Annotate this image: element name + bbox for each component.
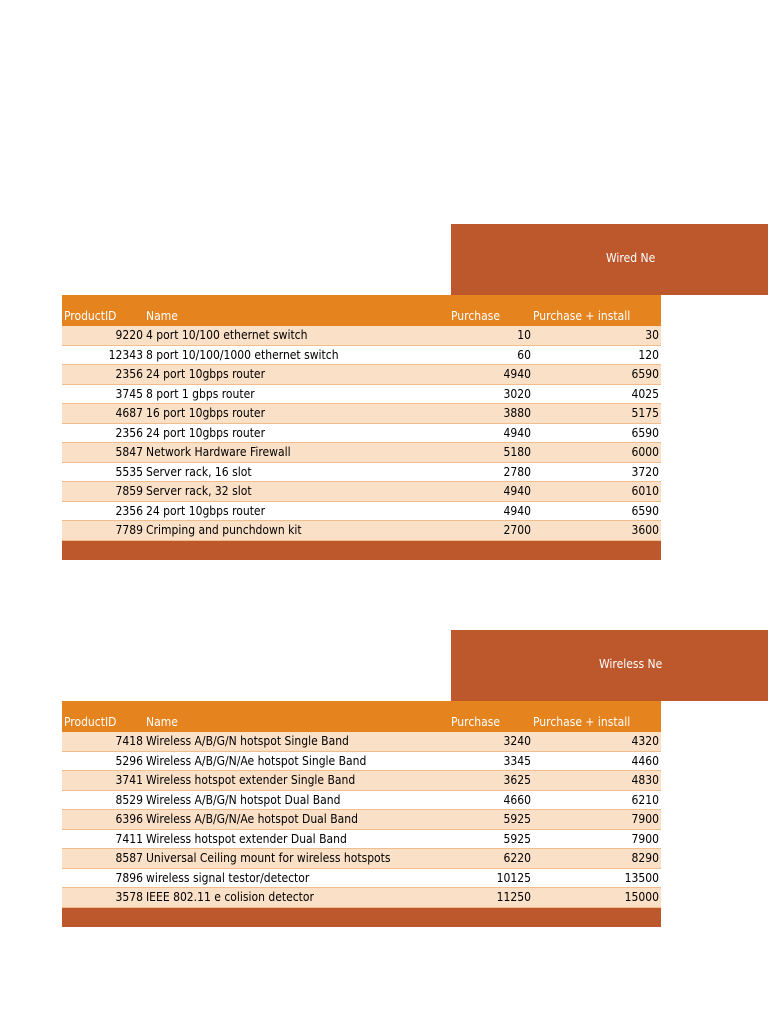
product-id-cell: 7411 (115, 831, 143, 846)
purchase-install-price-cell: 3720 (631, 464, 659, 479)
product-id-cell: 6396 (115, 812, 143, 826)
product-name-cell: Wireless A/B/G/N hotspot Dual Band (146, 792, 341, 807)
purchase-install-price-cell: 6210 (631, 792, 659, 807)
table-row (62, 463, 661, 483)
purchase-install-price-cell: 6010 (631, 484, 659, 498)
wireless-table-header (62, 701, 661, 732)
table-row (62, 443, 661, 463)
product-name-cell: wireless signal testor/detector (146, 870, 310, 885)
table-row (62, 326, 661, 346)
product-name-cell: 24 port 10gbps router (146, 425, 265, 440)
col-header-name: Name (146, 715, 178, 729)
product-id-cell: 2356 (115, 503, 143, 518)
purchase-price-cell: 4940 (503, 484, 531, 498)
wired-banner (451, 224, 768, 295)
table-row (62, 810, 661, 830)
purchase-install-price-cell: 6590 (631, 425, 659, 440)
product-id-cell: 4687 (115, 406, 143, 420)
product-id-cell: 7896 (115, 870, 143, 885)
table-row (62, 482, 661, 502)
wireless-table (62, 701, 661, 927)
purchase-install-price-cell: 7900 (631, 812, 659, 826)
product-name-cell: Wireless hotspot extender Dual Band (146, 831, 347, 846)
purchase-install-price-cell: 4460 (631, 753, 659, 768)
table-row (62, 521, 661, 541)
purchase-price-cell: 5925 (503, 831, 531, 846)
product-id-cell: 2356 (115, 367, 143, 381)
product-name-cell: 24 port 10gbps router (146, 503, 265, 518)
table-row (62, 365, 661, 385)
purchase-install-price-cell: 7900 (631, 831, 659, 846)
purchase-price-cell: 5925 (503, 812, 531, 826)
product-id-cell: 3578 (115, 890, 143, 904)
product-id-cell: 7789 (115, 523, 143, 537)
purchase-price-cell: 4940 (503, 425, 531, 440)
purchase-price-cell: 4660 (503, 792, 531, 807)
purchase-price-cell: 60 (517, 347, 531, 362)
product-name-cell: 8 port 1 gbps router (146, 386, 255, 401)
purchase-price-cell: 11250 (496, 890, 531, 904)
table-row (62, 849, 661, 869)
col-header-purchase: Purchase (451, 309, 500, 323)
table-row (62, 346, 661, 366)
purchase-install-price-cell: 15000 (624, 890, 659, 904)
purchase-price-cell: 3880 (503, 406, 531, 420)
col-header-productid: ProductID (64, 309, 117, 323)
purchase-install-price-cell: 13500 (624, 870, 659, 885)
purchase-install-price-cell: 120 (638, 347, 659, 362)
wireless-banner-title: Wireless Ne (599, 657, 663, 671)
purchase-install-price-cell: 8290 (631, 851, 659, 865)
table-row (62, 385, 661, 405)
product-name-cell: Wireless A/B/G/N hotspot Single Band (146, 734, 349, 748)
product-name-cell: Crimping and punchdown kit (146, 523, 302, 537)
product-id-cell: 3741 (115, 773, 143, 787)
purchase-price-cell: 10 (517, 328, 531, 342)
wired-table (62, 295, 661, 560)
wireless-table-footer (62, 908, 661, 927)
product-name-cell: 8 port 10/100/1000 ethernet switch (146, 347, 339, 362)
table-row (62, 732, 661, 752)
wireless-table-body (62, 732, 661, 908)
product-name-cell: Universal Ceiling mount for wireless hotspots (146, 851, 391, 865)
product-name-cell: Wireless hotspot extender Single Band (146, 773, 356, 787)
purchase-install-price-cell: 6590 (631, 503, 659, 518)
purchase-install-price-cell: 6000 (631, 445, 659, 459)
product-id-cell: 2356 (115, 425, 143, 440)
purchase-install-price-cell: 4025 (631, 386, 659, 401)
purchase-install-price-cell: 5175 (631, 406, 659, 420)
product-name-cell: 24 port 10gbps router (146, 367, 265, 381)
product-name-cell: 4 port 10/100 ethernet switch (146, 328, 308, 342)
product-id-cell: 12343 (108, 347, 143, 362)
purchase-price-cell: 4940 (503, 367, 531, 381)
purchase-price-cell: 2700 (503, 523, 531, 537)
table-row (62, 830, 661, 850)
wired-table-body (62, 326, 661, 541)
product-id-cell: 7859 (115, 484, 143, 498)
purchase-price-cell: 10125 (496, 870, 531, 885)
product-name-cell: Wireless A/B/G/N/Ae hotspot Single Band (146, 753, 367, 768)
purchase-price-cell: 3240 (503, 734, 531, 748)
col-header-name: Name (146, 309, 178, 323)
purchase-price-cell: 4940 (503, 503, 531, 518)
product-name-cell: Server rack, 16 slot (146, 464, 252, 479)
col-header-purchase-install: Purchase + install (533, 309, 631, 323)
product-id-cell: 5296 (115, 753, 143, 768)
product-id-cell: 3745 (115, 386, 143, 401)
purchase-price-cell: 3345 (503, 753, 531, 768)
wired-banner-title: Wired Ne (606, 251, 656, 265)
table-row (62, 771, 661, 791)
wired-table-header (62, 295, 661, 326)
wired-table-footer (62, 541, 661, 560)
purchase-install-price-cell: 30 (645, 328, 659, 342)
purchase-install-price-cell: 4830 (631, 773, 659, 787)
table-row (62, 791, 661, 811)
purchase-price-cell: 6220 (503, 851, 531, 865)
product-name-cell: IEEE 802.11 e colision detector (146, 890, 314, 904)
purchase-price-cell: 5180 (503, 445, 531, 459)
table-row (62, 424, 661, 444)
col-header-productid: ProductID (64, 715, 117, 729)
product-name-cell: Network Hardware Firewall (146, 445, 291, 459)
purchase-price-cell: 2780 (503, 464, 531, 479)
product-id-cell: 8529 (115, 792, 143, 807)
col-header-purchase: Purchase (451, 715, 500, 729)
product-id-cell: 5847 (115, 445, 143, 459)
table-row (62, 502, 661, 522)
col-header-purchase-install: Purchase + install (533, 715, 631, 729)
product-name-cell: Wireless A/B/G/N/Ae hotspot Dual Band (146, 812, 358, 826)
table-row (62, 752, 661, 772)
table-row (62, 404, 661, 424)
product-id-cell: 8587 (115, 851, 143, 865)
product-id-cell: 7418 (115, 734, 143, 748)
purchase-install-price-cell: 3600 (631, 523, 659, 537)
purchase-price-cell: 3625 (503, 773, 531, 787)
purchase-price-cell: 3020 (503, 386, 531, 401)
product-name-cell: Server rack, 32 slot (146, 484, 252, 498)
table-row (62, 869, 661, 889)
purchase-install-price-cell: 6590 (631, 367, 659, 381)
product-id-cell: 9220 (115, 328, 143, 342)
table-row (62, 888, 661, 908)
product-name-cell: 16 port 10gbps router (146, 406, 265, 420)
wireless-banner (451, 630, 768, 701)
purchase-install-price-cell: 4320 (631, 734, 659, 748)
product-id-cell: 5535 (115, 464, 143, 479)
